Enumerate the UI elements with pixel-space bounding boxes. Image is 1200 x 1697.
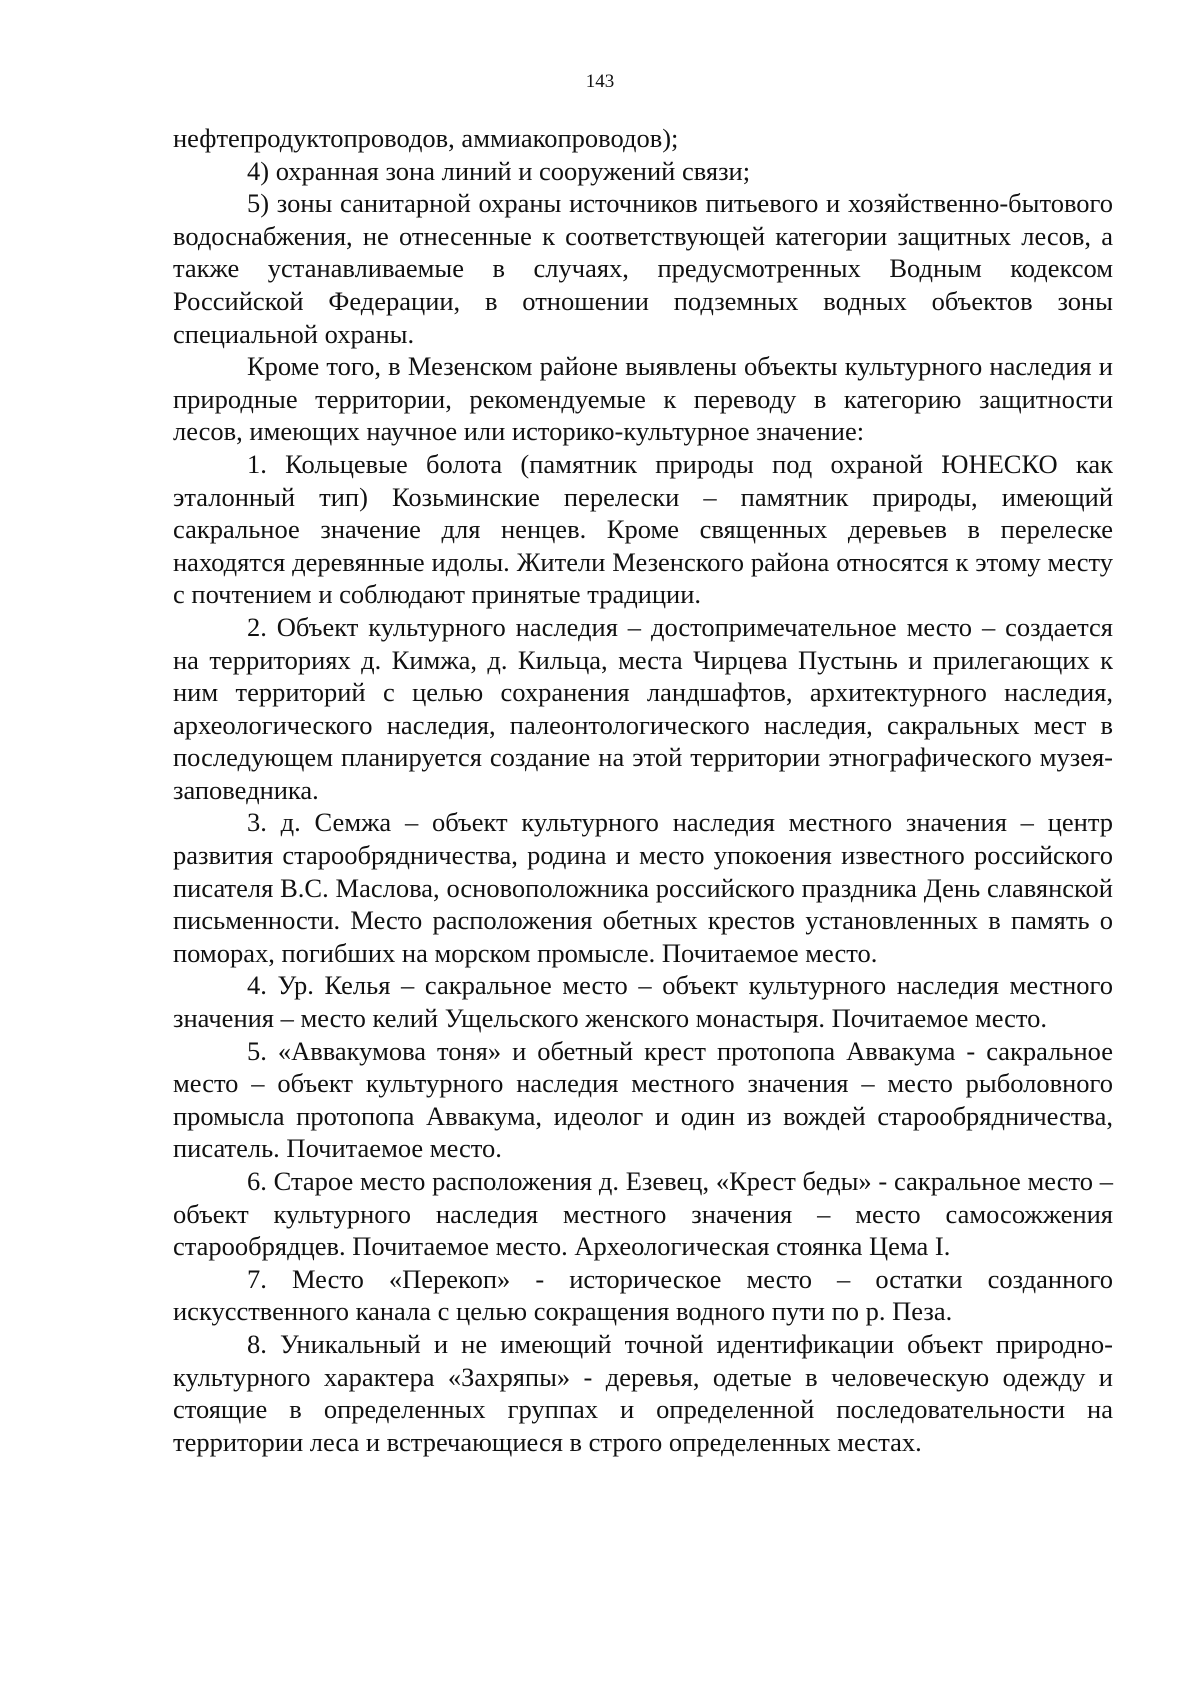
list-item-4: 4) охранная зона линий и сооружений связи;	[247, 155, 751, 186]
numbered-item-4: 4. Ур. Келья – сакральное место – объект культурного наследия местного значения – место келий Ущельского женского монастыря. Почитаемое место.	[173, 970, 1113, 1034]
numbered-item-8: 8. Уникальный и не имеющий точной идентификации объект природно-культурного характера «Захряпы» - деревья, одетые в человеческую одежду и стоящие в определенных группах и определенной последовательности на территории леса и встречающиеся в строго определенных местах.	[173, 1328, 1113, 1457]
paragraph-continuation: нефтепродуктопроводов, аммиакопроводов);	[173, 123, 679, 153]
numbered-item-2: 2. Объект культурного наследия – достопримечательное место – создается на территориях д. Кимжа, д. Кильца, места Чирцева Пустынь и прилегающих к ним территорий с целью сохранения ландшафтов, архитектурного наследия, археологического наследия, палеонтологического наследия, сакральных мест в последующем планируется создание на этой территории этнографического музея-заповедника.	[173, 611, 1113, 805]
numbered-item-1: 1. Кольцевые болота (памятник природы под охраной ЮНЕСКО как эталонный тип) Козьминские перелески – памятник природы, имеющий сакральное значение для ненцев. Кроме священных деревьев в перелеске находятся деревянные идолы. Жители Мезенского района относятся к этому месту с почтением и соблюдают принятые традиции.	[173, 448, 1113, 610]
page-number: 143	[585, 71, 615, 92]
list-item-5: 5) зоны санитарной охраны источников питьевого и хозяйственно-бытового водоснабжения, не отнесенные к соответствующей категории защитных лесов, а также устанавливаемые в случаях, предусмотренных Водным кодексом Российской Федерации, в отношении подземных водных объектов зоны специальной охраны.	[173, 188, 1113, 349]
numbered-item-5: 5. «Аввакумова тоня» и обетный крест протопопа Аввакума - сакральное место – объект культурного наследия местного значения – место рыболовного промысла протопопа Аввакума, идеолог и один из вождей старообрядничества, писатель. Почитаемое место.	[173, 1035, 1113, 1164]
numbered-item-7: 7. Место «Перекоп» - историческое место – остатки созданного искусственного канала с целью сокращения водного пути по р. Пеза.	[173, 1263, 1113, 1327]
numbered-item-6: 6. Старое место расположения д. Езевец, «Крест беды» - сакральное место – объект культурного наследия местного значения – место самосожжения старообрядцев. Почитаемое место. Археологическая стоянка Цема I.	[173, 1166, 1113, 1262]
document-body	[173, 122, 1113, 1458]
paragraph-intro: Кроме того, в Мезенском районе выявлены объекты культурного наследия и природные территории, рекомендуемые к переводу в категорию защитности лесов, имеющих научное или историко-культурное значение:	[173, 351, 1113, 447]
numbered-item-3: 3. д. Семжа – объект культурного наследия местного значения – центр развития старообрядничества, родина и место упокоения известного российского писателя В.С. Маслова, основоположника российского праздника День славянской письменности. Место расположения обетных крестов установленных в память о поморах, погибших на морском промысле. Почитаемое место.	[173, 807, 1113, 968]
